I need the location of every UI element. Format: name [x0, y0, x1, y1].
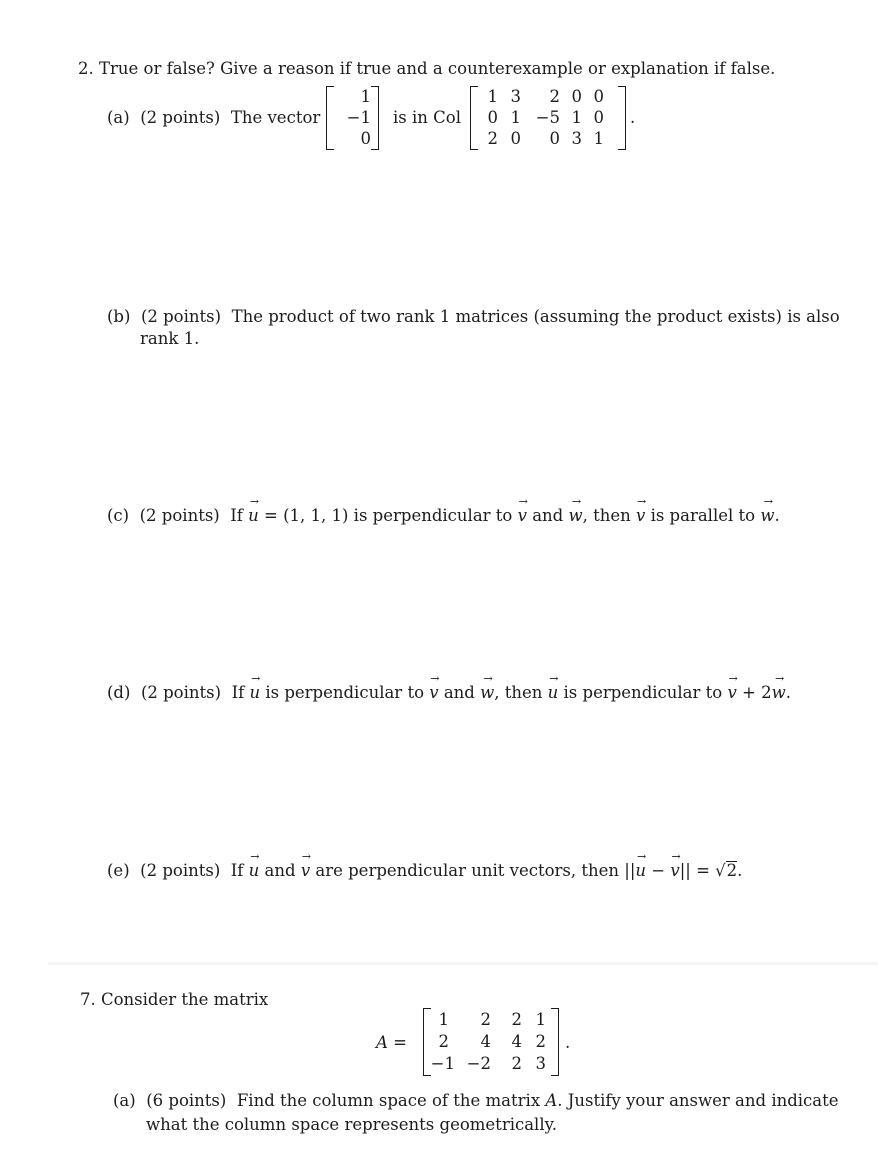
q7a-line2: what the column space represents geometrically. — [146, 1115, 557, 1134]
right-bracket — [371, 86, 379, 150]
q2a-points: (2 points) — [140, 108, 221, 127]
matrix-cell: 2 — [549, 87, 560, 106]
q7-lhs — [376, 1032, 407, 1054]
vector-v: → v — [429, 682, 438, 704]
q2b-points: (2 points) — [140, 307, 222, 326]
vector-entry: 0 — [360, 129, 371, 148]
matrix-cell: 0 — [487, 108, 498, 127]
vector-v: → v — [727, 682, 736, 704]
q2a-text-before: The vector — [230, 108, 321, 127]
matrix-cell: 3 — [535, 1054, 546, 1073]
matrix-cell: −2 — [466, 1054, 491, 1073]
matrix-cell: 2 — [511, 1054, 522, 1073]
q2d-line — [107, 682, 791, 704]
matrix-cell: 2 — [480, 1010, 491, 1029]
matrix-cell: 2 — [511, 1010, 522, 1029]
matrix-cell: 2 — [487, 129, 498, 148]
matrix-row — [423, 1031, 559, 1052]
q7a-var: A — [545, 1091, 558, 1110]
q7a-line1 — [113, 1090, 839, 1112]
q2c-end: . — [774, 506, 780, 525]
sqrt-symbol: √2 — [715, 861, 738, 880]
q2e-text: || = — [679, 861, 716, 880]
vector-u: → u — [249, 860, 260, 882]
vector-v: → v — [518, 505, 527, 527]
page-divider — [48, 962, 878, 965]
matrix-cell: 4 — [511, 1032, 522, 1051]
q2a-end: . — [630, 108, 636, 127]
matrix-row — [423, 1009, 559, 1030]
q2d-text: and — [443, 683, 475, 702]
matrix-cell: 0 — [593, 108, 604, 127]
q7-heading: 7. Consider the matrix — [80, 990, 269, 1009]
q2c-label: (c) — [107, 506, 130, 525]
q2c-text: = (1, 1, 1) is perpendicular to — [258, 506, 513, 525]
vector-w: → w — [772, 682, 786, 704]
matrix-cell: 4 — [480, 1032, 491, 1051]
matrix-cell: 3 — [510, 87, 521, 106]
matrix-cell: −5 — [535, 108, 560, 127]
vector-u: → u — [248, 505, 259, 527]
q2a-line — [107, 107, 320, 129]
q2d-text: If — [231, 683, 245, 702]
vector-w: → w — [568, 505, 582, 527]
q2b-line1 — [107, 306, 840, 328]
q2c-text: If — [230, 506, 243, 525]
vector-v: → v — [670, 860, 679, 882]
matrix-cell: 1 — [487, 87, 498, 106]
q2d-end: . — [785, 683, 791, 702]
left-bracket — [326, 86, 334, 150]
matrix-cell: 2 — [535, 1032, 546, 1051]
vector-entry: −1 — [346, 108, 371, 127]
matrix-cell: 1 — [593, 129, 604, 148]
vector-v: → v — [636, 505, 645, 527]
q2c-text: and — [532, 506, 564, 525]
q2e-end: . — [737, 861, 743, 880]
q2c-line — [107, 505, 780, 527]
q2b-text: The product of two rank 1 matrices (assuming the product exists) is also — [231, 307, 840, 326]
q2c-points: (2 points) — [139, 506, 220, 525]
q2a-text-middle: is in Col — [393, 108, 461, 127]
vector-u: → u — [548, 682, 559, 704]
vector-w: → w — [480, 682, 494, 704]
matrix-cell: 3 — [571, 129, 582, 148]
matrix-cell: 0 — [510, 129, 521, 148]
q2b-line2: rank 1. — [140, 329, 200, 348]
q2d-text: + 2 — [736, 683, 772, 702]
q2e-label: (e) — [107, 861, 130, 880]
matrix-row — [470, 86, 626, 107]
matrix-cell: 2 — [438, 1032, 449, 1051]
q2-heading: 2. True or false? Give a reason if true and a counterexample or explanation if false. — [78, 59, 776, 78]
vector-entry: 1 — [360, 87, 371, 106]
q2d-points: (2 points) — [140, 683, 222, 702]
q2b-label: (b) — [107, 307, 131, 326]
matrix-cell: 0 — [549, 129, 560, 148]
matrix-cell: 1 — [535, 1010, 546, 1029]
q7a-points: (6 points) — [146, 1091, 227, 1110]
q2e-text: are perpendicular unit vectors, then || — [315, 861, 636, 880]
matrix-cell: −1 — [430, 1054, 455, 1073]
q2a-label: (a) — [107, 108, 130, 127]
q2d-text: is perpendicular to — [563, 683, 723, 702]
q2a-matrix — [470, 86, 626, 150]
vector-u: → u — [249, 682, 260, 704]
q7-matrix — [423, 1008, 559, 1076]
q2a-vector — [326, 86, 379, 150]
matrix-cell: 1 — [438, 1010, 449, 1029]
matrix-row — [470, 107, 626, 128]
q2e-text: and — [264, 861, 296, 880]
q2e-line — [107, 860, 742, 882]
vector-w: → w — [760, 505, 774, 527]
q2d-label: (d) — [107, 683, 131, 702]
q2e-text: If — [230, 861, 244, 880]
q2c-text: , then — [582, 506, 631, 525]
matrix-cell: 1 — [571, 108, 582, 127]
matrix-row — [423, 1053, 559, 1074]
matrix-cell: 0 — [571, 87, 582, 106]
q2d-text: , then — [494, 683, 543, 702]
matrix-cell: 1 — [510, 108, 521, 127]
q7a-text: . Justify your answer and indicate — [557, 1091, 839, 1110]
q7-end: . — [565, 1033, 571, 1052]
q7a-text: Find the column space of the matrix — [236, 1091, 541, 1110]
matrix-name: A = — [376, 1033, 407, 1052]
matrix-cell: 0 — [593, 87, 604, 106]
matrix-row — [470, 128, 626, 149]
vector-u: → u — [635, 860, 646, 882]
q2c-text: is parallel to — [650, 506, 756, 525]
q2e-points: (2 points) — [140, 861, 221, 880]
q7a-label: (a) — [113, 1091, 136, 1110]
vector-v: → v — [301, 860, 310, 882]
q2d-text: is perpendicular to — [265, 683, 425, 702]
sqrt-argument: 2 — [726, 861, 738, 880]
q2e-text: − — [646, 861, 671, 880]
